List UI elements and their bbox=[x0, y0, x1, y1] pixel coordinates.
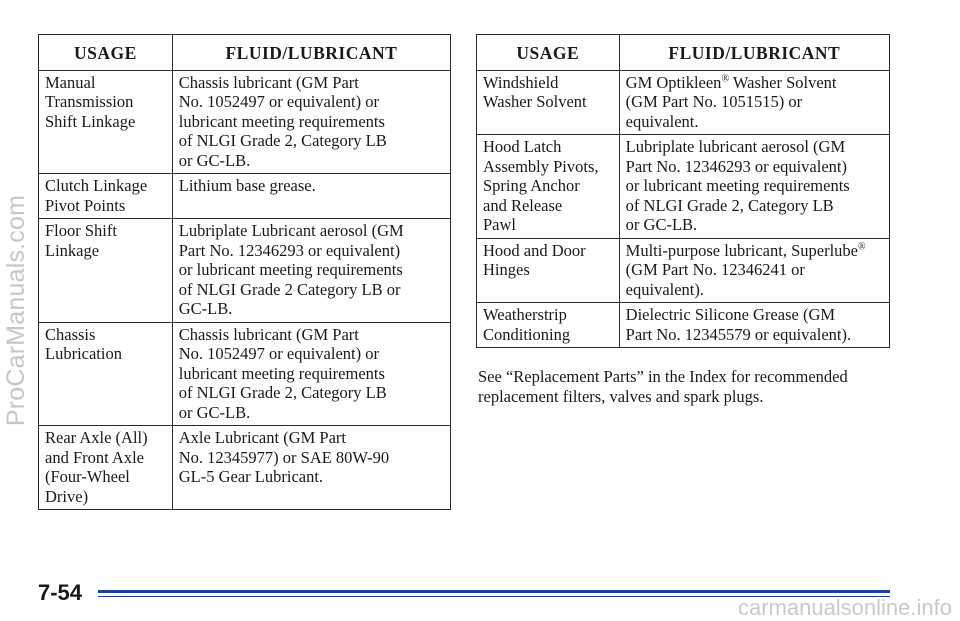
table-row bbox=[39, 70, 451, 174]
usage-cell: Hood Latch Assembly Pivots, Spring Anchor and Release Pawl bbox=[477, 135, 620, 239]
usage-cell: Floor Shift Linkage bbox=[39, 219, 173, 323]
fluid-cell: Axle Lubricant (GM Part No. 12345977) or SAE 80W-90 GL-5 Gear Lubricant. bbox=[172, 426, 450, 510]
usage-header: USAGE bbox=[39, 35, 173, 71]
fluid-text: Washer Solvent (GM Part No. 1051515) or equivalent. bbox=[625, 72, 837, 131]
registered-mark: ® bbox=[858, 241, 866, 252]
footer-rule-thick bbox=[98, 590, 890, 593]
table-row bbox=[39, 219, 451, 323]
fluid-cell: Lubriplate lubricant aerosol (GM Part No. 12346293 or equivalent) or lubricant meeting requirements of NLGI Grade 2, Category LB or GC-LB. bbox=[619, 135, 889, 239]
registered-mark: ® bbox=[721, 73, 730, 84]
table-row bbox=[39, 322, 451, 426]
table-row bbox=[477, 303, 890, 348]
fluid-cell bbox=[619, 70, 889, 135]
fluid-cell: Lithium base grease. bbox=[172, 174, 450, 219]
lubricant-table-left bbox=[38, 34, 451, 510]
fluid-header: FLUID/LUBRICANT bbox=[172, 35, 450, 71]
fluid-header: FLUID/LUBRICANT bbox=[619, 35, 889, 71]
usage-cell: Clutch Linkage Pivot Points bbox=[39, 174, 173, 219]
table-header-row bbox=[477, 35, 890, 71]
fluid-text: (GM Part No. 12346241 or equivalent). bbox=[625, 260, 805, 299]
table-row bbox=[39, 426, 451, 510]
usage-header: USAGE bbox=[477, 35, 620, 71]
usage-cell: Windshield Washer Solvent bbox=[477, 70, 620, 135]
table-row bbox=[477, 70, 890, 135]
fluid-cell: Dielectric Silicone Grease (GM Part No. 12345579 or equivalent). bbox=[619, 303, 889, 348]
side-watermark bbox=[0, 0, 37, 621]
fluid-text: GM Optikleen bbox=[625, 72, 722, 92]
fluid-cell: Lubriplate Lubricant aerosol (GM Part No. 12346293 or equivalent) or lubricant meeting requirements of NLGI Grade 2 Category LB or GC-LB. bbox=[172, 219, 450, 323]
page-number: 7-54 bbox=[38, 580, 83, 605]
usage-cell: Chassis Lubrication bbox=[39, 322, 173, 426]
usage-cell: Hood and Door Hinges bbox=[477, 238, 620, 303]
fluid-cell bbox=[619, 238, 889, 303]
table-row bbox=[39, 174, 451, 219]
bottom-watermark: carmanualsonline.info bbox=[737, 595, 952, 620]
replacement-parts-note: See “Replacement Parts” in the Index for recommended replacement filters, valves and spark plugs. bbox=[478, 367, 848, 406]
usage-cell: Rear Axle (All) and Front Axle (Four-Wheel Drive) bbox=[39, 426, 173, 510]
fluid-cell: Chassis lubricant (GM Part No. 1052497 or equivalent) or lubricant meeting requirements of NLGI Grade 2, Category LB or GC-LB. bbox=[172, 70, 450, 174]
usage-cell: Manual Transmission Shift Linkage bbox=[39, 70, 173, 174]
fluid-text: Multi-purpose lubricant, Superlube bbox=[625, 240, 858, 260]
side-watermark-text: ProCarManuals.com bbox=[2, 194, 31, 427]
lubricant-table-right bbox=[476, 34, 890, 348]
table-row bbox=[477, 135, 890, 239]
table-row bbox=[477, 238, 890, 303]
table-header-row bbox=[39, 35, 451, 71]
usage-cell: Weatherstrip Conditioning bbox=[477, 303, 620, 348]
fluid-cell: Chassis lubricant (GM Part No. 1052497 or equivalent) or lubricant meeting requirements of NLGI Grade 2, Category LB or GC-LB. bbox=[172, 322, 450, 426]
